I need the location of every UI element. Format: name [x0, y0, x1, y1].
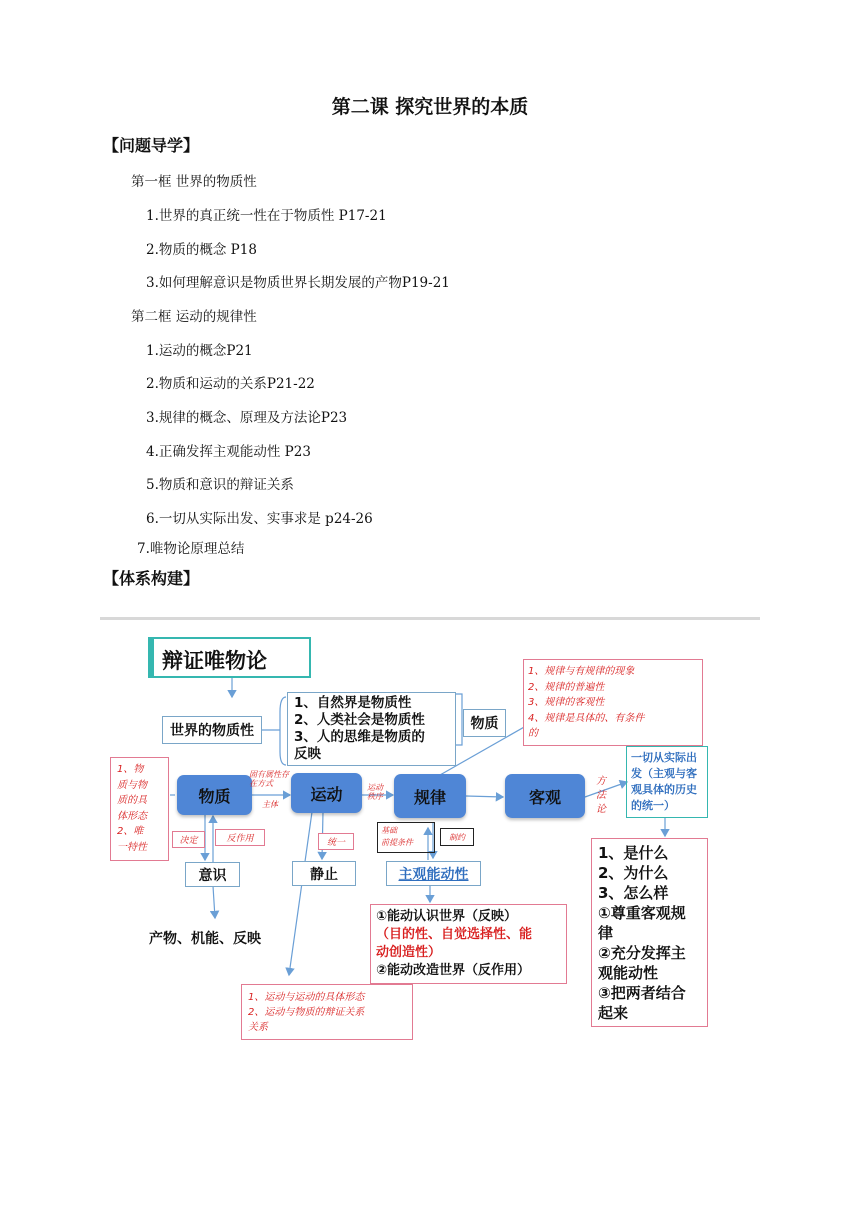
matter-note: 质的具 [117, 795, 147, 806]
practice-line: 观具体的历史 [631, 783, 697, 796]
matter-notes-box [110, 757, 169, 861]
node-objective: 客观 [505, 774, 585, 818]
motion-note: 关系 [248, 1022, 268, 1033]
unify-label: 统一 [318, 833, 354, 850]
restrict-box: 制约 [440, 828, 474, 846]
frame1-item: 2.物质的概念 P18 [146, 242, 257, 258]
law-note: 的 [528, 728, 538, 739]
material-list-box [287, 692, 456, 766]
node-motion: 运动 [291, 773, 362, 813]
practice-box [626, 746, 708, 818]
practice-line: 的统一） [631, 799, 675, 812]
initiative-item: （目的性、自觉选择性、能 [376, 927, 533, 942]
node-matter: 物质 [177, 775, 252, 815]
edge-label-attribute: 固有属性存 在方式 [249, 770, 289, 788]
motion-note: 1、运动与运动的具体形态 [248, 992, 365, 1003]
law-note: 1、规律与有规律的现象 [528, 666, 635, 677]
consciousness-box: 意识 [185, 862, 240, 887]
frame1-heading: 第一框 世界的物质性 [131, 174, 257, 190]
material-list-item: 反映 [294, 746, 321, 762]
material-list-item: 3、人的思维是物质的 [294, 729, 425, 745]
basis-box: 基础 前提条件 [377, 822, 435, 853]
summary-item: ①尊重客观规 [598, 904, 686, 922]
summary-item: 2、为什么 [598, 864, 669, 882]
law-note: 2、规律的普遍性 [528, 681, 605, 693]
stillness-box: 静止 [292, 861, 356, 886]
section-system-heading: 【体系构建】 [103, 569, 200, 588]
matter-note: 体形态 [117, 810, 147, 822]
node-law: 规律 [394, 774, 466, 818]
summary-item: 1、是什么 [598, 844, 669, 862]
initiative-item: ②能动改造世界（反作用） [376, 963, 531, 978]
decide-label: 决定 [172, 831, 205, 848]
summary-item: ③把两者结合 [598, 984, 686, 1002]
summary-box [591, 838, 708, 1027]
frame2-item: 2.物质和运动的关系P21-22 [146, 376, 315, 392]
frame1-item: 3.如何理解意识是物质世界长期发展的产物P19-21 [146, 275, 450, 291]
edge-label-order: 运动 秩序 [367, 783, 383, 801]
law-note: 3、规律的客观性 [528, 697, 605, 708]
edge-label-method: 方 法 论 [596, 776, 606, 815]
diagram-title: 辩证唯物论 [162, 649, 267, 673]
section-guide-heading: 【问题导学】 [103, 136, 200, 155]
frame2-item: 6.一切从实际出发、实事求是 p24-26 [146, 511, 373, 527]
diagram-title-box [148, 637, 311, 678]
matter-note: 2、唯 [117, 826, 144, 837]
react-label: 反作用 [215, 829, 265, 846]
initiative-list-box [370, 904, 567, 984]
initiative-item: ①能动认识世界（反映） [376, 909, 518, 924]
motion-notes-box [241, 984, 413, 1040]
initiative-box: 主观能动性 [386, 861, 481, 886]
frame2-item: 4.正确发挥主观能动性 P23 [146, 444, 311, 460]
summary-item: 起来 [598, 1004, 629, 1022]
material-list-item: 2、人类社会是物质性 [294, 712, 425, 728]
products-label: 产物、机能、反映 [149, 931, 261, 947]
summary-item: 3、怎么样 [598, 884, 669, 902]
frame2-item: 7.唯物论原理总结 [137, 541, 245, 557]
practice-line: 发（主观与客 [631, 767, 697, 780]
law-note: 4、规律是具体的、有条件 [528, 712, 645, 724]
law-notes-box [523, 659, 703, 746]
frame2-item: 3.规律的概念、原理及方法论P23 [146, 410, 348, 426]
material-tag: 物质 [463, 709, 506, 737]
summary-item: 律 [598, 924, 614, 942]
matter-note: 1、物 [117, 764, 144, 775]
summary-item: ②充分发挥主 [598, 944, 686, 962]
page-title: 第二课 探究世界的本质 [331, 96, 529, 118]
initiative-item: 动创造性） [376, 945, 442, 960]
matter-note: 质与物 [117, 779, 147, 791]
summary-item: 观能动性 [598, 964, 659, 982]
practice-line: 一切从实际出 [631, 751, 697, 764]
motion-note: 2、运动与物质的辩证关系 [248, 1007, 365, 1018]
frame1-item: 1.世界的真正统一性在于物质性 P17-21 [146, 208, 387, 224]
matter-note: 一特性 [117, 841, 147, 853]
frame2-item: 5.物质和意识的辩证关系 [146, 477, 294, 493]
material-list-item: 1、自然界是物质性 [294, 695, 412, 711]
world-material-box: 世界的物质性 [162, 716, 262, 744]
edge-label-subject: 主体 [262, 800, 278, 809]
frame2-heading: 第二框 运动的规律性 [131, 309, 257, 325]
frame2-item: 1.运动的概念P21 [146, 343, 253, 359]
